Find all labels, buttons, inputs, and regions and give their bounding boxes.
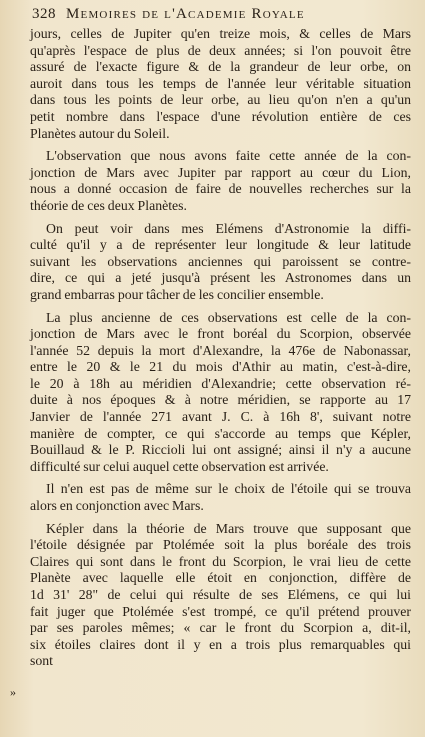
text-line: L'observation que nous avons faite cette année de la con- [46, 148, 411, 164]
text-line: manière de compter, ce qui s'accorde au temps que Képler, [30, 425, 411, 441]
text-line: le 20 à 18h au méridien d'Alexandrie; cette observation ré- [30, 375, 411, 391]
text-line: Planètes autour du Soleil. [30, 125, 170, 141]
running-title: Memoires de l'Academie Royale [66, 6, 305, 22]
text-line: suivant les observations anciennes qui paroissent se contre- [30, 253, 411, 269]
text-line: par ses paroles mêmes; « car le front du Scorpion a, dit-il, [30, 620, 411, 636]
text-line: entre le 20 & le 21 du mois d'Athir au matin, c'est-à-dire, [30, 359, 411, 375]
text-line: auroit dans tous les temps de l'année leur véritable situation [30, 75, 411, 91]
text-line: culté qu'il y a de représenter leur longitude & leur latitude [30, 237, 411, 253]
text-line: La plus ancienne de ces observations est celle de la con- [46, 309, 411, 325]
text-line: nous a donné occasion de faire de nouvelles recherches sur la [30, 181, 411, 197]
text-line: Il n'en est pas de même sur le choix de l'étoile qui se trouva [46, 481, 411, 497]
text-line: 1d 31' 28" de celui qui résulte de ses Elémens, ce qui lui [30, 587, 411, 602]
text-line: dire, ce qui a jeté jusqu'à présent les Astronomes dans un [30, 270, 411, 286]
text-line: l'année 52 depuis la mort d'Alexandre, la 476e de Nabonassar, [30, 342, 411, 358]
text-line: théorie de ces deux Planètes. [30, 197, 187, 213]
text-line: jonction de Mars avec Jupiter par rapport au cœur du Lion, [30, 164, 411, 180]
text-line: qu'après l'espace de plus de deux années; si l'on pouvoit être [30, 42, 411, 58]
text-line: Planète avec laquelle elle étoit en conjonction, diffère de [30, 570, 411, 586]
text-line: six étoiles claires dont il y en a trois plus remarquables qui [30, 636, 411, 652]
text-line: Képler dans la théorie de Mars trouve que supposant que [46, 520, 411, 536]
text-line: Janvier de l'année 271 avant J. C. à 16h 8', suivant notre [30, 409, 411, 425]
text-line: dans tous les points de leur orbe, au lieu qu'on n'en a qu'un [30, 92, 411, 108]
text-line: Bouillaud & le P. Riccioli lui ont assigné; ainsi il n'y a aucune [30, 442, 411, 458]
text-line: duite à nos époques & à notre méridien, se rapporte au 17 [30, 392, 411, 408]
text-line: l'étoile désignée par Ptolémée soit la plus boréale des trois [30, 537, 411, 553]
text-line: fait juger que Ptolémée s'est trompé, ce qu'il prétend prouver [30, 603, 411, 619]
text-line: sont [30, 653, 53, 669]
text-line: On peut voir dans mes Elémens d'Astronomie la diffi- [46, 220, 411, 236]
text-line: jours, celles de Jupiter qu'en treize mois, & celles de Mars [30, 26, 411, 41]
text-line: difficulté sur celui auquel cette observation est arrivée. [30, 458, 329, 474]
text-line: alors en conjonction avec Mars. [30, 498, 204, 514]
text-line: Claires qui sont dans le front du Scorpion, le vrai lieu de cette [30, 553, 411, 569]
text-line: petit nombre dans l'espace d'une révolution entière de ces [30, 108, 411, 124]
text-line: grand embarras pour tâcher de les concilier ensemble. [30, 286, 324, 302]
quotation-margin-marker: » [10, 685, 16, 699]
page-number: 328 [32, 6, 56, 22]
text-line: assuré de l'exacte figure & de la grandeur de leur orbe, on [30, 59, 411, 75]
running-head [32, 6, 411, 26]
body-text [30, 26, 411, 670]
text-line: jonction de Mars avec le front boréal du Scorpion, observée [30, 326, 411, 342]
